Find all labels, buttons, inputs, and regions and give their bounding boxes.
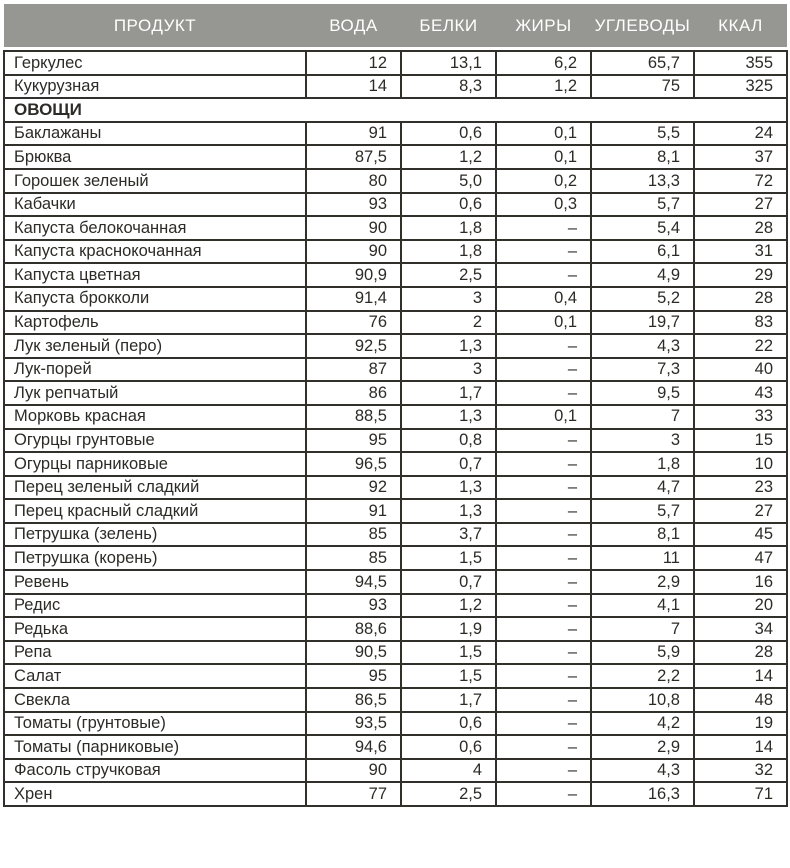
cell-water: 95 bbox=[306, 664, 401, 688]
table-row bbox=[4, 287, 787, 311]
cell-fat: – bbox=[496, 664, 591, 688]
cell-fat: – bbox=[496, 735, 591, 759]
cell-protein: 0,7 bbox=[401, 570, 496, 594]
cell-kcal: 27 bbox=[694, 193, 787, 217]
table-row bbox=[4, 735, 787, 759]
cell-kcal: 31 bbox=[694, 240, 787, 264]
cell-protein: 0,6 bbox=[401, 735, 496, 759]
cell-carbs: 4,1 bbox=[591, 594, 694, 618]
table-row bbox=[4, 240, 787, 264]
cell-water: 14 bbox=[306, 75, 401, 99]
cell-water: 94,5 bbox=[306, 570, 401, 594]
table-row bbox=[4, 145, 787, 169]
table-row bbox=[4, 782, 787, 806]
cell-water: 91,4 bbox=[306, 287, 401, 311]
cell-protein: 1,5 bbox=[401, 641, 496, 665]
cell-fat: – bbox=[496, 617, 591, 641]
cell-product: Горошек зеленый bbox=[4, 169, 306, 193]
cell-protein: 13,1 bbox=[401, 51, 496, 75]
table-row bbox=[4, 169, 787, 193]
cell-product: Фасоль стручковая bbox=[4, 759, 306, 783]
cell-fat: 0,1 bbox=[496, 311, 591, 335]
cell-carbs: 11 bbox=[591, 546, 694, 570]
cell-kcal: 33 bbox=[694, 405, 787, 429]
cell-water: 86,5 bbox=[306, 688, 401, 712]
cell-carbs: 9,5 bbox=[591, 381, 694, 405]
cell-carbs: 5,2 bbox=[591, 287, 694, 311]
column-header-carbs: УГЛЕВОДЫ bbox=[591, 4, 694, 47]
cell-carbs: 16,3 bbox=[591, 782, 694, 806]
table-row bbox=[4, 688, 787, 712]
table-row bbox=[4, 476, 787, 500]
cell-protein: 3,7 bbox=[401, 523, 496, 547]
cell-carbs: 3 bbox=[591, 429, 694, 453]
cell-product: Баклажаны bbox=[4, 122, 306, 146]
cell-product: Ревень bbox=[4, 570, 306, 594]
cell-carbs: 75 bbox=[591, 75, 694, 99]
cell-fat: 0,3 bbox=[496, 193, 591, 217]
cell-carbs: 2,9 bbox=[591, 570, 694, 594]
cell-product: Свекла bbox=[4, 688, 306, 712]
cell-water: 85 bbox=[306, 546, 401, 570]
cell-protein: 1,9 bbox=[401, 617, 496, 641]
section-row bbox=[4, 98, 787, 122]
cell-fat: – bbox=[496, 381, 591, 405]
cell-protein: 0,7 bbox=[401, 452, 496, 476]
cell-fat: – bbox=[496, 358, 591, 382]
cell-kcal: 71 bbox=[694, 782, 787, 806]
table-row bbox=[4, 617, 787, 641]
nutrition-table bbox=[3, 4, 788, 807]
cell-protein: 1,3 bbox=[401, 334, 496, 358]
cell-carbs: 1,8 bbox=[591, 452, 694, 476]
table-row bbox=[4, 594, 787, 618]
cell-protein: 1,2 bbox=[401, 594, 496, 618]
cell-carbs: 4,3 bbox=[591, 759, 694, 783]
cell-water: 90 bbox=[306, 759, 401, 783]
cell-water: 85 bbox=[306, 523, 401, 547]
cell-carbs: 5,5 bbox=[591, 122, 694, 146]
cell-protein: 1,8 bbox=[401, 240, 496, 264]
column-header-kcal: ККАЛ bbox=[694, 4, 787, 47]
cell-fat: – bbox=[496, 263, 591, 287]
cell-protein: 3 bbox=[401, 358, 496, 382]
cell-carbs: 7 bbox=[591, 405, 694, 429]
cell-kcal: 355 bbox=[694, 51, 787, 75]
cell-carbs: 5,4 bbox=[591, 216, 694, 240]
cell-kcal: 14 bbox=[694, 664, 787, 688]
cell-product: Петрушка (зелень) bbox=[4, 523, 306, 547]
cell-water: 91 bbox=[306, 122, 401, 146]
cell-water: 90,5 bbox=[306, 641, 401, 665]
table-row bbox=[4, 664, 787, 688]
cell-product: Петрушка (корень) bbox=[4, 546, 306, 570]
cell-product: Морковь красная bbox=[4, 405, 306, 429]
cell-kcal: 83 bbox=[694, 311, 787, 335]
cell-carbs: 4,9 bbox=[591, 263, 694, 287]
cell-product: Капуста белокочанная bbox=[4, 216, 306, 240]
table-row bbox=[4, 358, 787, 382]
cell-product: Хрен bbox=[4, 782, 306, 806]
cell-protein: 8,3 bbox=[401, 75, 496, 99]
cell-kcal: 14 bbox=[694, 735, 787, 759]
cell-fat: – bbox=[496, 476, 591, 500]
cell-product: Томаты (грунтовые) bbox=[4, 712, 306, 736]
table-row bbox=[4, 712, 787, 736]
table-row bbox=[4, 429, 787, 453]
cell-water: 86 bbox=[306, 381, 401, 405]
header-row bbox=[4, 4, 787, 47]
table-row bbox=[4, 381, 787, 405]
column-header-protein: БЕЛКИ bbox=[401, 4, 496, 47]
cell-kcal: 22 bbox=[694, 334, 787, 358]
cell-water: 93 bbox=[306, 193, 401, 217]
cell-fat: – bbox=[496, 499, 591, 523]
cell-protein: 2,5 bbox=[401, 782, 496, 806]
cell-water: 76 bbox=[306, 311, 401, 335]
cell-kcal: 16 bbox=[694, 570, 787, 594]
cell-carbs: 13,3 bbox=[591, 169, 694, 193]
cell-product: Редька bbox=[4, 617, 306, 641]
cell-fat: – bbox=[496, 782, 591, 806]
cell-product: Огурцы грунтовые bbox=[4, 429, 306, 453]
table-header bbox=[4, 4, 787, 51]
cell-water: 93,5 bbox=[306, 712, 401, 736]
cell-fat: 1,2 bbox=[496, 75, 591, 99]
cell-product: Картофель bbox=[4, 311, 306, 335]
cell-protein: 1,7 bbox=[401, 381, 496, 405]
cell-fat: 0,1 bbox=[496, 122, 591, 146]
table-row bbox=[4, 334, 787, 358]
cell-water: 93 bbox=[306, 594, 401, 618]
cell-carbs: 4,3 bbox=[591, 334, 694, 358]
cell-kcal: 40 bbox=[694, 358, 787, 382]
cell-protein: 1,3 bbox=[401, 499, 496, 523]
cell-kcal: 45 bbox=[694, 523, 787, 547]
table-row bbox=[4, 216, 787, 240]
cell-water: 90,9 bbox=[306, 263, 401, 287]
cell-fat: – bbox=[496, 240, 591, 264]
cell-kcal: 28 bbox=[694, 641, 787, 665]
cell-protein: 1,5 bbox=[401, 664, 496, 688]
cell-fat: 6,2 bbox=[496, 51, 591, 75]
table-row bbox=[4, 546, 787, 570]
cell-water: 88,5 bbox=[306, 405, 401, 429]
cell-water: 92,5 bbox=[306, 334, 401, 358]
cell-fat: – bbox=[496, 570, 591, 594]
cell-product: Кабачки bbox=[4, 193, 306, 217]
section-label: ОВОЩИ bbox=[4, 98, 787, 122]
cell-water: 77 bbox=[306, 782, 401, 806]
cell-water: 12 bbox=[306, 51, 401, 75]
cell-kcal: 34 bbox=[694, 617, 787, 641]
cell-product: Томаты (парниковые) bbox=[4, 735, 306, 759]
cell-fat: – bbox=[496, 523, 591, 547]
cell-product: Лук репчатый bbox=[4, 381, 306, 405]
cell-product: Перец красный сладкий bbox=[4, 499, 306, 523]
cell-protein: 1,7 bbox=[401, 688, 496, 712]
cell-fat: – bbox=[496, 594, 591, 618]
cell-carbs: 7 bbox=[591, 617, 694, 641]
cell-protein: 2 bbox=[401, 311, 496, 335]
cell-water: 95 bbox=[306, 429, 401, 453]
cell-carbs: 2,9 bbox=[591, 735, 694, 759]
cell-kcal: 37 bbox=[694, 145, 787, 169]
column-header-product: ПРОДУКТ bbox=[4, 4, 306, 47]
table-row bbox=[4, 523, 787, 547]
cell-water: 96,5 bbox=[306, 452, 401, 476]
cell-kcal: 28 bbox=[694, 216, 787, 240]
cell-kcal: 325 bbox=[694, 75, 787, 99]
cell-carbs: 5,9 bbox=[591, 641, 694, 665]
table-row bbox=[4, 51, 787, 75]
cell-protein: 1,8 bbox=[401, 216, 496, 240]
cell-fat: – bbox=[496, 688, 591, 712]
cell-kcal: 24 bbox=[694, 122, 787, 146]
cell-carbs: 10,8 bbox=[591, 688, 694, 712]
cell-water: 91 bbox=[306, 499, 401, 523]
cell-carbs: 2,2 bbox=[591, 664, 694, 688]
cell-water: 87 bbox=[306, 358, 401, 382]
column-header-fat: ЖИРЫ bbox=[496, 4, 591, 47]
cell-protein: 1,3 bbox=[401, 476, 496, 500]
cell-protein: 1,2 bbox=[401, 145, 496, 169]
cell-carbs: 8,1 bbox=[591, 145, 694, 169]
cell-product: Лук зеленый (перо) bbox=[4, 334, 306, 358]
table-row bbox=[4, 499, 787, 523]
cell-fat: 0,1 bbox=[496, 145, 591, 169]
cell-fat: 0,4 bbox=[496, 287, 591, 311]
cell-water: 92 bbox=[306, 476, 401, 500]
table-row bbox=[4, 311, 787, 335]
cell-product: Огурцы парниковые bbox=[4, 452, 306, 476]
cell-carbs: 4,7 bbox=[591, 476, 694, 500]
cell-fat: – bbox=[496, 452, 591, 476]
cell-protein: 1,3 bbox=[401, 405, 496, 429]
cell-product: Капуста цветная bbox=[4, 263, 306, 287]
cell-protein: 0,6 bbox=[401, 193, 496, 217]
table-row bbox=[4, 405, 787, 429]
cell-kcal: 48 bbox=[694, 688, 787, 712]
cell-water: 94,6 bbox=[306, 735, 401, 759]
cell-protein: 0,6 bbox=[401, 712, 496, 736]
cell-carbs: 19,7 bbox=[591, 311, 694, 335]
table-body bbox=[4, 51, 787, 806]
cell-carbs: 65,7 bbox=[591, 51, 694, 75]
cell-kcal: 47 bbox=[694, 546, 787, 570]
cell-water: 90 bbox=[306, 240, 401, 264]
table-row bbox=[4, 263, 787, 287]
cell-product: Капуста краснокочанная bbox=[4, 240, 306, 264]
cell-carbs: 8,1 bbox=[591, 523, 694, 547]
table-row bbox=[4, 452, 787, 476]
cell-carbs: 5,7 bbox=[591, 499, 694, 523]
cell-product: Брюква bbox=[4, 145, 306, 169]
table-row bbox=[4, 759, 787, 783]
cell-protein: 2,5 bbox=[401, 263, 496, 287]
table-row bbox=[4, 641, 787, 665]
cell-fat: – bbox=[496, 641, 591, 665]
cell-carbs: 5,7 bbox=[591, 193, 694, 217]
cell-fat: – bbox=[496, 334, 591, 358]
cell-carbs: 7,3 bbox=[591, 358, 694, 382]
cell-protein: 0,6 bbox=[401, 122, 496, 146]
cell-protein: 0,8 bbox=[401, 429, 496, 453]
cell-kcal: 29 bbox=[694, 263, 787, 287]
cell-kcal: 72 bbox=[694, 169, 787, 193]
cell-fat: – bbox=[496, 216, 591, 240]
cell-protein: 4 bbox=[401, 759, 496, 783]
cell-protein: 5,0 bbox=[401, 169, 496, 193]
cell-product: Редис bbox=[4, 594, 306, 618]
cell-carbs: 4,2 bbox=[591, 712, 694, 736]
cell-product: Перец зеленый сладкий bbox=[4, 476, 306, 500]
cell-kcal: 10 bbox=[694, 452, 787, 476]
cell-fat: – bbox=[496, 429, 591, 453]
cell-fat: – bbox=[496, 546, 591, 570]
cell-product: Кукурузная bbox=[4, 75, 306, 99]
cell-fat: 0,1 bbox=[496, 405, 591, 429]
cell-fat: 0,2 bbox=[496, 169, 591, 193]
table-row bbox=[4, 193, 787, 217]
cell-water: 88,6 bbox=[306, 617, 401, 641]
cell-kcal: 23 bbox=[694, 476, 787, 500]
cell-product: Геркулес bbox=[4, 51, 306, 75]
cell-kcal: 20 bbox=[694, 594, 787, 618]
cell-protein: 1,5 bbox=[401, 546, 496, 570]
cell-protein: 3 bbox=[401, 287, 496, 311]
cell-water: 80 bbox=[306, 169, 401, 193]
cell-product: Салат bbox=[4, 664, 306, 688]
cell-fat: – bbox=[496, 712, 591, 736]
cell-water: 90 bbox=[306, 216, 401, 240]
cell-kcal: 19 bbox=[694, 712, 787, 736]
cell-kcal: 27 bbox=[694, 499, 787, 523]
cell-product: Капуста брокколи bbox=[4, 287, 306, 311]
cell-product: Репа bbox=[4, 641, 306, 665]
cell-water: 87,5 bbox=[306, 145, 401, 169]
column-header-water: ВОДА bbox=[306, 4, 401, 47]
cell-carbs: 6,1 bbox=[591, 240, 694, 264]
table-row bbox=[4, 75, 787, 99]
cell-fat: – bbox=[496, 759, 591, 783]
cell-kcal: 15 bbox=[694, 429, 787, 453]
cell-kcal: 28 bbox=[694, 287, 787, 311]
cell-kcal: 32 bbox=[694, 759, 787, 783]
cell-kcal: 43 bbox=[694, 381, 787, 405]
table-row bbox=[4, 122, 787, 146]
cell-product: Лук-порей bbox=[4, 358, 306, 382]
table-row bbox=[4, 570, 787, 594]
